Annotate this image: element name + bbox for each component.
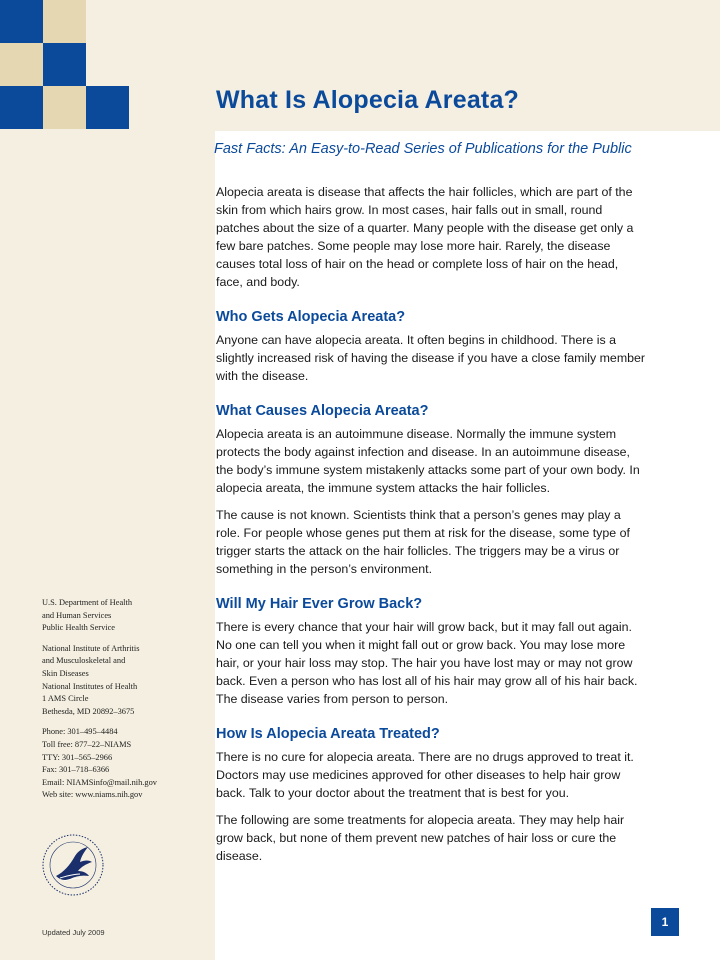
intro-paragraph: Alopecia areata is disease that affects the hair follicles, which are part of the skin from which hairs grow. In most cases, hair falls out in small, round patches about the size of a quarter. Many people with the disease get only a few bare patches. Some people may lose more hair. Rarely, the disease causes total loss of hair on the head or complete loss of hair on the head, face, and body. (216, 185, 634, 289)
address-line: 1 AMS Circle (42, 694, 89, 704)
section-paragraph: Alopecia areata is an autoimmune disease. Normally the immune system protects the body against infection and disease. In an autoimmune disease, the body’s immune system mistakenly attacks some part of your own body. In alopecia areata, the immune system attacks the hair follicles. (216, 427, 640, 495)
section-heading: Will My Hair Ever Grow Back? (216, 596, 423, 612)
address-line: National Institute of Arthritis (42, 643, 140, 653)
page-title: What Is Alopecia Areata? (216, 86, 520, 114)
section-paragraph: There is every chance that your hair will grow back, but it may fall out again. No one can tell you when it might fall out or grow back. You may lose more hair, or your hair loss may stop. The hair you have lost may or may not grow back. Even a person who has lost all of his hair may grow all of his hair back. The disease varies from person to person. (216, 620, 638, 706)
section-paragraph: Anyone can have alopecia areata. It often begins in childhood. There is a slightly increased risk of having the disease if you have a close family member with the disease. (216, 333, 646, 383)
updated-date: Updated July 2009 (42, 928, 105, 937)
address-line: and Musculoskeletal and (42, 656, 126, 666)
page-subtitle: Fast Facts: An Easy-to-Read Series of Publications for the Public (214, 141, 632, 157)
address-line: Public Health Service (42, 623, 116, 633)
section-paragraph: There is no cure for alopecia areata. There are no drugs approved to treat it. Doctors may use medicines approved for other diseases to help hair grow back. Talk to your doctor about the treatment that is best for you. (216, 750, 634, 800)
main-content (216, 183, 646, 865)
address-line: Skin Diseases (42, 668, 89, 678)
hhs-eagle-seal-icon (40, 832, 106, 898)
address-line: U.S. Department of Health (42, 598, 133, 607)
square-blue (86, 86, 129, 129)
square-blue (43, 43, 86, 86)
page-number: 1 (651, 908, 679, 936)
contact-toll-free: Toll free: 877–22–NIAMS (42, 739, 132, 749)
contact-email: Email: NIAMSinfo@mail.nih.gov (42, 777, 157, 787)
section-paragraph: The cause is not known. Scientists think that a person’s genes may play a role. For people whose genes put them at risk for the disease, some type of trigger starts the attack on the hair follicles. The triggers may be a virus or something in the person’s environment. (216, 508, 630, 576)
sidebar-background (0, 0, 215, 960)
square-tan (43, 86, 86, 129)
contact-tty: TTY: 301–565–2966 (42, 752, 113, 762)
contact-fax: Fax: 301–718–6366 (42, 765, 110, 775)
square-tan (43, 0, 86, 43)
square-blue (0, 0, 43, 43)
address-line: National Institutes of Health (42, 681, 138, 691)
square-blue (0, 86, 43, 129)
section-paragraph: The following are some treatments for alopecia areata. They may help hair grow back, but none of them prevent new patches of hair loss or cure the disease. (216, 813, 625, 863)
contact-phone: Phone: 301–495–4484 (42, 727, 118, 737)
agency-address (42, 597, 212, 802)
section-heading: How Is Alopecia Areata Treated? (216, 726, 440, 742)
address-line: Bethesda, MD 20892–3675 (42, 706, 135, 716)
address-line: and Human Services (42, 610, 112, 620)
contact-website: Web site: www.niams.nih.gov (42, 790, 143, 800)
square-tan (0, 43, 43, 86)
section-heading: What Causes Alopecia Areata? (216, 403, 429, 419)
section-heading: Who Gets Alopecia Areata? (216, 309, 406, 325)
